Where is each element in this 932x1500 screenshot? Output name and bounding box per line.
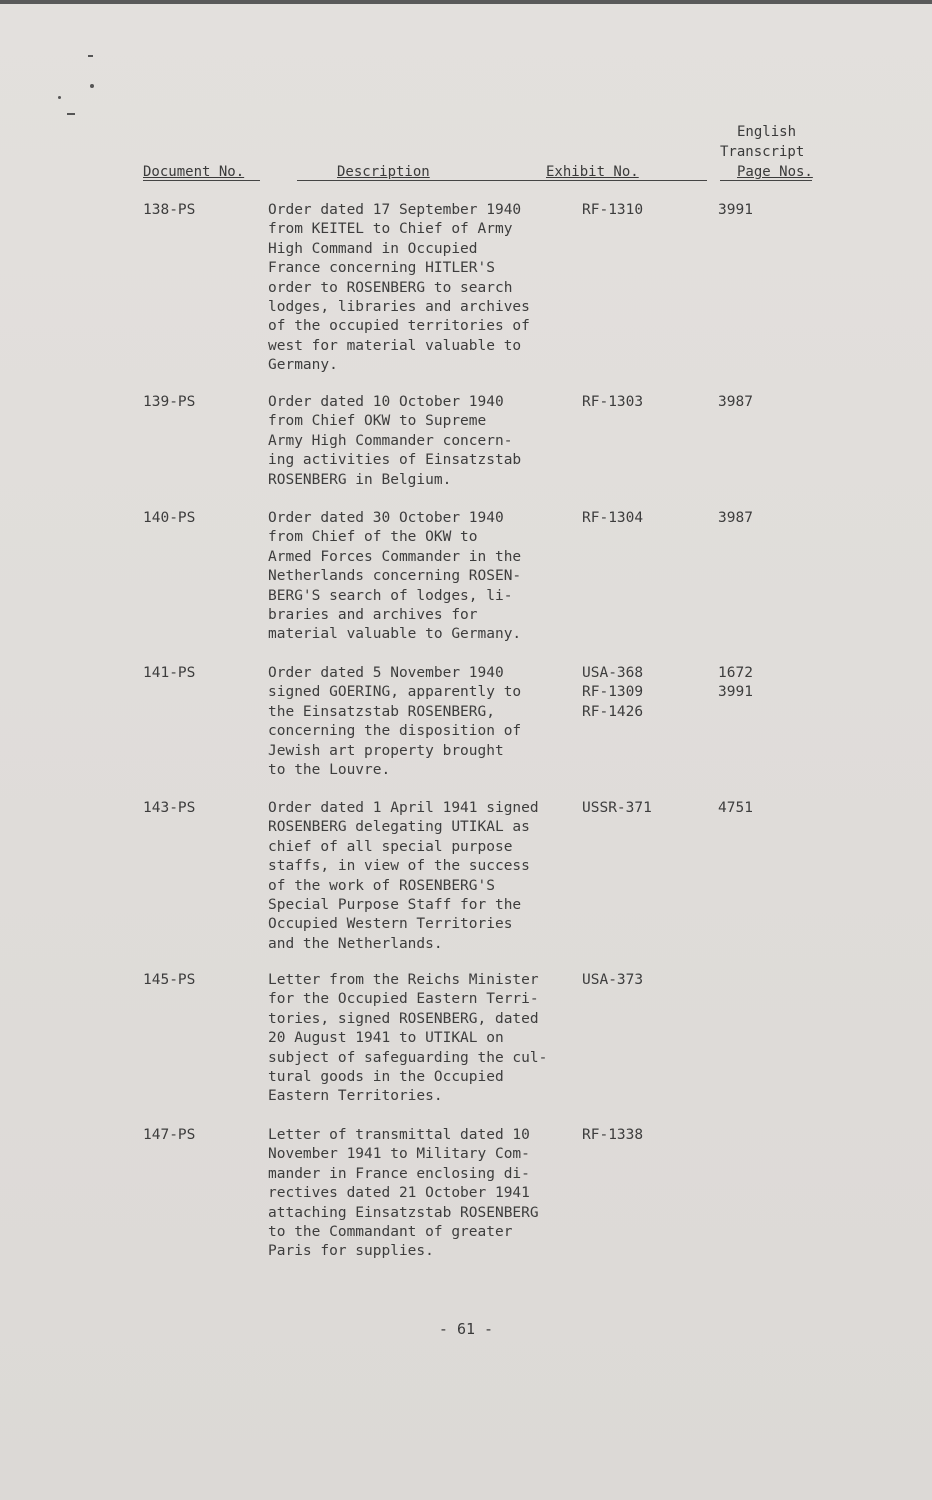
row-exhibit: USSR-371 [582, 800, 652, 816]
row-pages: 3991 [718, 202, 753, 218]
row-exhibit: RF-1338 [582, 1127, 644, 1143]
header-rule [720, 180, 812, 181]
row-exhibit: RF-1304 [582, 510, 644, 526]
page-number: - 61 - [438, 1320, 494, 1338]
header-document-no: Document No. [143, 164, 245, 180]
margin-mark [67, 113, 75, 115]
margin-mark [88, 55, 93, 57]
row-description: Order dated 17 September 1940 from KEITEL to Chief of Army High Command in Occupied France concerning HITLER'S order to ROSENBERG to search lodges, libraries and archives of the occupied territories of west for material valuable to Germany. [268, 202, 530, 374]
row-description: Order dated 30 October 1940 from Chief of the OKW to Armed Forces Commander in the Netherlands concerning ROSEN- BERG'S search of lodges, li- braries and archives for material valuable to Germany. [268, 510, 522, 643]
header-rule [143, 180, 260, 181]
row-exhibit: RF-1310 [582, 202, 644, 218]
margin-mark [58, 96, 61, 99]
header-description: Description [337, 164, 430, 180]
row-doc-no: 139-PS [143, 394, 196, 410]
top-border [0, 0, 932, 4]
header-transcript-line2: Transcript [720, 144, 805, 160]
header-exhibit-no: Exhibit No. [546, 164, 639, 180]
header-rule [297, 180, 707, 181]
row-pages: 3987 [718, 510, 753, 526]
row-description: Letter of transmittal dated 10 November 1941 to Military Com- mander in France enclosing di- rectives dated 21 October 1941 attaching Einsatzstab ROSENBERG to the Commandant of greater Paris for supplies. [268, 1127, 539, 1260]
row-exhibit: USA-373 [582, 972, 644, 988]
row-pages: 3987 [718, 394, 753, 410]
row-doc-no: 143-PS [143, 800, 196, 816]
row-doc-no: 140-PS [143, 510, 196, 526]
margin-mark [90, 84, 94, 88]
row-pages: 1672 3991 [718, 665, 753, 701]
row-description: Order dated 10 October 1940 from Chief OKW to Supreme Army High Commander concern- ing activities of Einsatzstab ROSENBERG in Belgium. [268, 394, 522, 488]
row-description: Order dated 1 April 1941 signed ROSENBERG delegating UTIKAL as chief of all special purpose staffs, in view of the success of the work of ROSENBERG'S Special Purpose Staff for the Occupied Western Territories and the Netherlands. [268, 800, 539, 952]
row-doc-no: 138-PS [143, 202, 196, 218]
row-exhibit: USA-368 RF-1309 RF-1426 [582, 665, 644, 720]
row-doc-no: 141-PS [143, 665, 196, 681]
row-description: Order dated 5 November 1940 signed GOERING, apparently to the Einsatzstab ROSENBERG, concerning the disposition of Jewish art property brought to the Louvre. [268, 665, 522, 779]
row-pages: 4751 [718, 800, 753, 816]
row-description: Letter from the Reichs Minister for the Occupied Eastern Terri- tories, signed ROSENBERG, dated 20 August 1941 to UTIKAL on subject of safeguarding the cul- tural goods in the Occupied Eastern Territories. [268, 972, 548, 1105]
row-doc-no: 147-PS [143, 1127, 196, 1143]
row-exhibit: RF-1303 [582, 394, 644, 410]
row-doc-no: 145-PS [143, 972, 196, 988]
header-transcript-line3: Page Nos. [737, 164, 813, 180]
header-transcript-line1: English [737, 124, 797, 140]
